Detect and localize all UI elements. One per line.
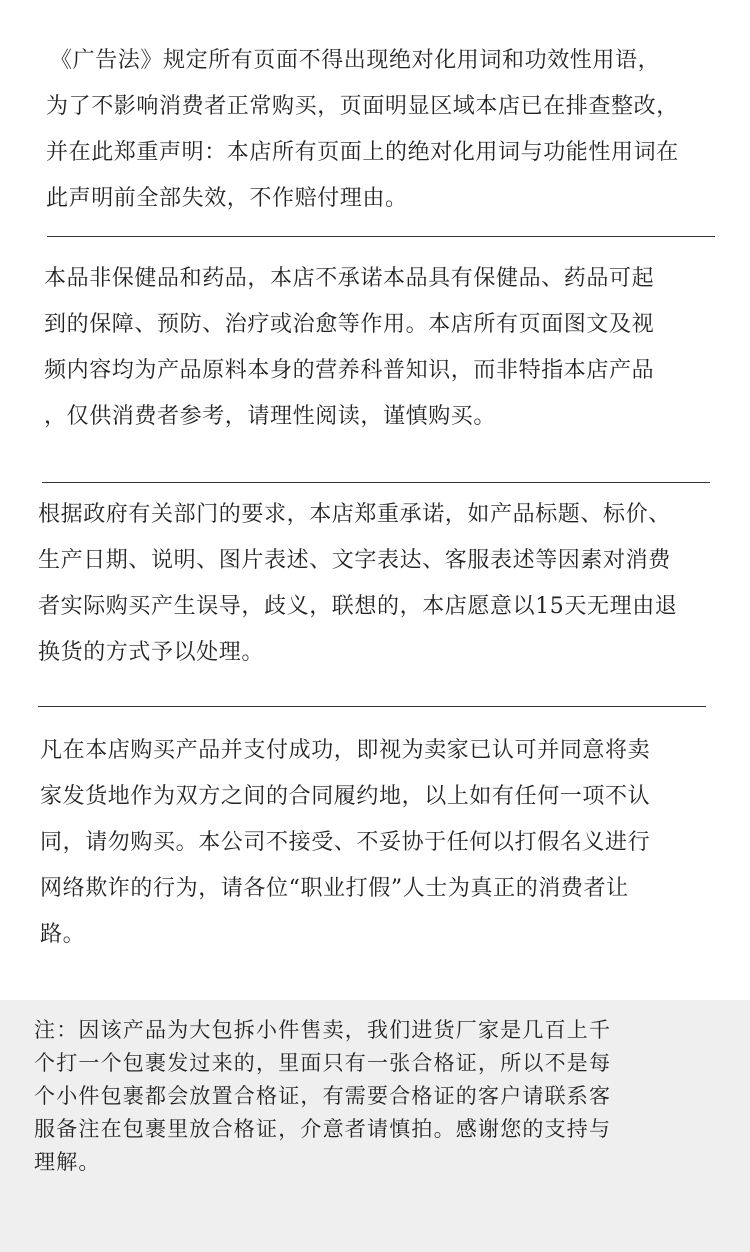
text-line: 换货的方式予以处理。 <box>38 640 265 665</box>
return-policy-statement <box>38 492 677 676</box>
text-line: ，仅供消费者参考，请理性阅读，谨慎购买。 <box>44 404 497 429</box>
text-line: 频内容均为产品原料本身的营养科普知识，而非特指本店产品 <box>44 358 655 383</box>
certificate-note-box <box>0 1000 750 1252</box>
text-line: 个小件包裹都会放置合格证，有需要合格证的客户请联系客 <box>34 1084 612 1108</box>
ad-law-statement <box>46 38 679 222</box>
text-line: 凡在本店购买产品并支付成功，即视为卖家已认可并同意将卖 <box>40 738 651 763</box>
section-divider <box>42 482 710 483</box>
text-line: 网络欺诈的行为，请各位“职业打假”人士为真正的消费者让 <box>40 876 629 901</box>
text-line: 《广告法》规定所有页面不得出现绝对化用词和功效性用语， <box>50 48 661 73</box>
text-line: 者实际购买产生误导，歧义，联想的，本店愿意以15天无理由退 <box>38 594 678 619</box>
text-line: 并在此郑重声明：本店所有页面上的绝对化用词与功能性用词在 <box>46 140 679 165</box>
purchase-terms-statement <box>40 728 650 958</box>
text-line: 家发货地作为双方之间的合同履约地，以上如有任何一项不认 <box>40 784 651 809</box>
text-line: 到的保障、预防、治疗或治愈等作用。本店所有页面图文及视 <box>44 312 655 337</box>
text-line: 生产日期、说明、图片表述、文字表达、客服表述等因素对消费 <box>38 548 671 573</box>
text-line: 个打一个包裹发过来的，里面只有一张合格证，所以不是每 <box>34 1051 612 1075</box>
text-line: 理解。 <box>34 1150 101 1174</box>
text-line: 同，请勿购买。本公司不接受、不妥协于任何以打假名义进行 <box>40 830 651 855</box>
text-line: 根据政府有关部门的要求，本店郑重承诺，如产品标题、标价、 <box>38 502 671 527</box>
health-product-disclaimer <box>44 256 654 440</box>
certificate-note <box>34 1014 611 1179</box>
text-line: 服备注在包裹里放合格证，介意者请慎拍。感谢您的支持与 <box>34 1117 612 1141</box>
section-divider <box>38 706 706 707</box>
text-line: 为了不影响消费者正常购买，页面明显区域本店已在排查整改， <box>46 94 679 119</box>
text-line: 路。 <box>40 922 86 947</box>
section-divider <box>47 236 715 237</box>
text-line: 本品非保健品和药品，本店不承诺本品具有保健品、药品可起 <box>44 266 655 291</box>
text-line: 注：因该产品为大包拆小件售卖，我们进货厂家是几百上千 <box>34 1018 612 1042</box>
text-line: 此声明前全部失效，不作赔付理由。 <box>46 186 408 211</box>
